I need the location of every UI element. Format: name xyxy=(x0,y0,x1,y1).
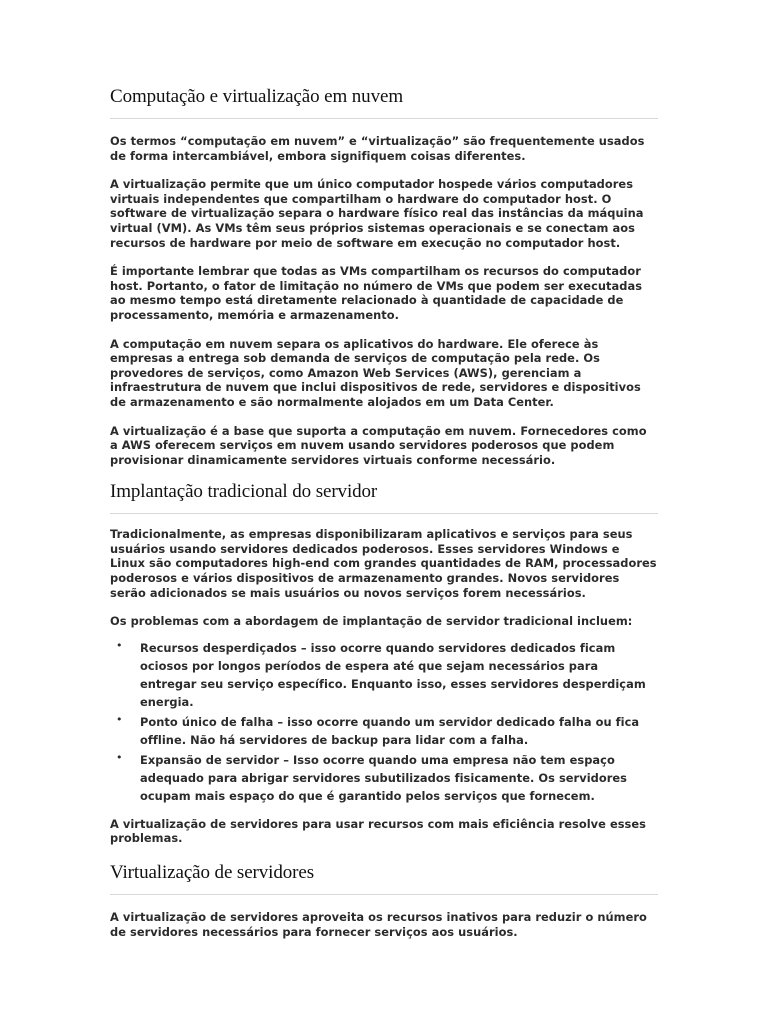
problems-list xyxy=(110,639,658,805)
paragraph: A virtualização de servidores aproveita os recursos inativos para reduzir o número de servidores necessários para fornecer serviços aos usuários. xyxy=(110,910,647,939)
paragraph: Tradicionalmente, as empresas disponibilizaram aplicativos e serviços para seus usuários usando servidores dedicados poderosos. Esses servidores Windows e Linux são computadores high-end com grandes quantidades de RAM, processadores poderosos e vários dispositivos de armazenamento grandes. Novos servidores serão adicionados se mais usuários ou novos serviços forem necessários. xyxy=(110,527,657,600)
paragraph: Os problemas com a abordagem de implantação de servidor tradicional incluem: xyxy=(110,614,633,629)
section-heading: Virtualização de servidores xyxy=(110,862,315,884)
bullet-icon: • xyxy=(116,712,123,726)
section-divider xyxy=(110,894,658,895)
paragraph: É importante lembrar que todas as VMs compartilham os recursos do computador host. Portanto, o fator de limitação no número de VMs que podem ser executadas ao mesmo tempo está diretamente relacionado à quantidade de capacidade de processamento, memória e armazenamento. xyxy=(110,264,643,322)
section-server-virtualization xyxy=(110,860,658,939)
paragraph: A computação em nuvem separa os aplicativos do hardware. Ele oferece às empresas a entrega sob demanda de serviços de computação pela rede. Os provedores de serviços, como Amazon Web Services (AWS), gerenciam a infraestrutura de nuvem que inclui dispositivos de rede, servidores e dispositivos de armazenamento e são normalmente alojados em um Data Center. xyxy=(110,336,641,409)
section-cloud-virtualization xyxy=(110,84,658,467)
section-heading: Computação e virtualização em nuvem xyxy=(110,86,403,107)
section-divider xyxy=(110,118,658,119)
paragraph: Os termos “computação em nuvem” e “virtualização” são frequentemente usados de forma intercambiável, embora signifiquem coisas diferentes. xyxy=(110,134,645,163)
list-item-text: Recursos desperdiçados – isso ocorre quando servidores dedicados ficam ociosos por longos períodos de espera até que sejam necessários para entregar seu serviço específico. Enquanto isso, esses servidores desperdiçam energia. xyxy=(140,640,646,709)
list-item-text: Ponto único de falha – isso ocorre quando um servidor dedicado falha ou fica offline. Não há servidores de backup para lidar com a falha. xyxy=(140,714,640,747)
paragraph: A virtualização é a base que suporta a computação em nuvem. Fornecedores como a AWS oferecem serviços em nuvem usando servidores poderosos que podem provisionar dinamicamente servidores virtuais conforme necessário. xyxy=(110,423,647,467)
section-heading: Implantação tradicional do servidor xyxy=(110,481,378,503)
paragraph: A virtualização permite que um único computador hospede vários computadores virtuais independentes que compartilham o hardware do computador host. O software de virtualização separa o hardware físico real das instâncias da máquina virtual (VM). As VMs têm seus próprios sistemas operacionais e se conectam aos recursos de hardware por meio de software em execução no computador host. xyxy=(110,177,644,250)
list-item xyxy=(110,751,658,805)
section-divider xyxy=(110,513,658,514)
list-item xyxy=(110,713,658,749)
paragraph: A virtualização de servidores para usar recursos com mais eficiência resolve esses problemas. xyxy=(110,816,646,846)
list-item xyxy=(110,639,658,711)
bullet-icon: • xyxy=(116,638,123,652)
bullet-icon: • xyxy=(116,750,123,764)
list-item-text: Expansão de servidor – Isso ocorre quando uma empresa não tem espaço adequado para abrigar servidores subutilizados fisicamente. Os servidores ocupam mais espaço do que é garantido pelos serviços que fornecem. xyxy=(140,752,628,803)
section-traditional-deployment xyxy=(110,479,658,846)
document-page xyxy=(110,84,658,939)
